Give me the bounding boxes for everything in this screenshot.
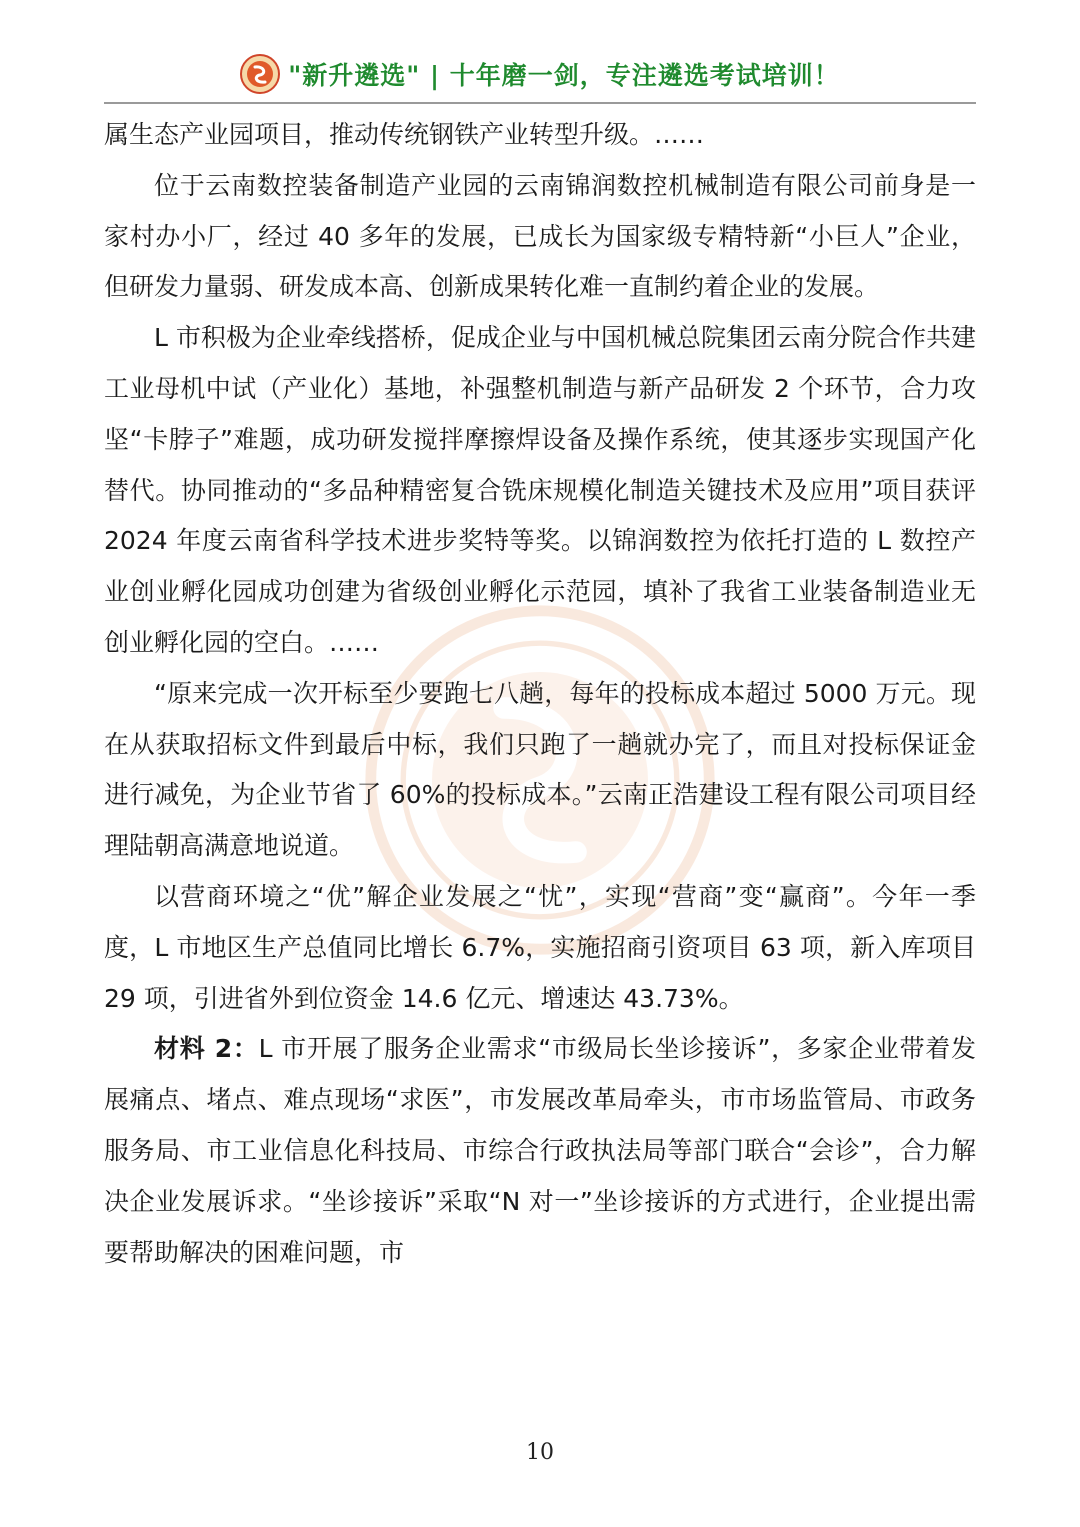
paragraph-business-environment: 以营商环境之“优”解企业发展之“忧”，实现“营商”变“赢商”。今年一季度，L 市地区生产总值同比增长 6.7%，实施招商引资项目 63 项，新入库项目 29 项，引进省外到位资金 14.6 亿元、增速达 43.73%。 xyxy=(104,881,976,1013)
paragraph-material-2 xyxy=(104,1024,976,1278)
paragraph-jinrun-company: 位于云南数控装备制造产业园的云南锦润数控机械制造有限公司前身是一家村办小厂，经过 40 多年的发展，已成长为国家级专精特新“小巨人”企业，但研发力量弱、研发成本高、创新成果转化难一直制约着企业的发展。 xyxy=(104,170,976,302)
material-2-label: 材料 2： xyxy=(154,1034,259,1064)
seal-logo-icon xyxy=(240,54,280,94)
page-number: 10 xyxy=(526,1440,554,1465)
document-body xyxy=(104,110,976,1278)
paragraph-continuation: 属生态产业园项目，推动传统钢铁产业转型升级。…… xyxy=(104,120,705,149)
material-2-text: L 市开展了服务企业需求“市级局长坐诊接诉”，多家企业带着发展痛点、堵点、难点现场“求医”，市发展改革局牵头，市市场监管局、市政务服务局、市工业信息化科技局、市综合行政执法局等部门联合“会诊”，合力解决企业发展诉求。“坐诊接诉”采取“N 对一”坐诊接诉的方式进行，企业提出需要帮助解决的困难问题，市 xyxy=(104,1034,976,1267)
paragraph-quote-bidding: “原来完成一次开标至少要跑七八趟，每年的投标成本超过 5000 万元。现在从获取招标文件到最后中标，我们只跑了一趟就办完了，而且对投标保证金进行减免，为企业节省了 60%的投标成本。”云南正浩建设工程有限公司项目经理陆朝高满意地说道。 xyxy=(104,678,976,861)
paragraph-l-city-bridge: L 市积极为企业牵线搭桥，促成企业与中国机械总院集团云南分院合作共建工业母机中试（产业化）基地，补强整机制造与新产品研发 2 个环节，合力攻坚“卡脖子”难题，成功研发搅拌摩擦焊设备及操作系统，使其逐步实现国产化替代。协同推动的“多品种精密复合铣床规模化制造关键技术及应用”项目获评 2024 年度云南省科学技术进步奖特等奖。以锦润数控为依托打造的 L 数控产业创业孵化园成功创建为省级创业孵化示范园，填补了我省工业装备制造业无创业孵化园的空白。…… xyxy=(104,323,976,657)
page-header xyxy=(104,52,976,104)
header-slogan: "新升遴选" | 十年磨一剑，专注遴选考试培训！ xyxy=(288,61,840,90)
